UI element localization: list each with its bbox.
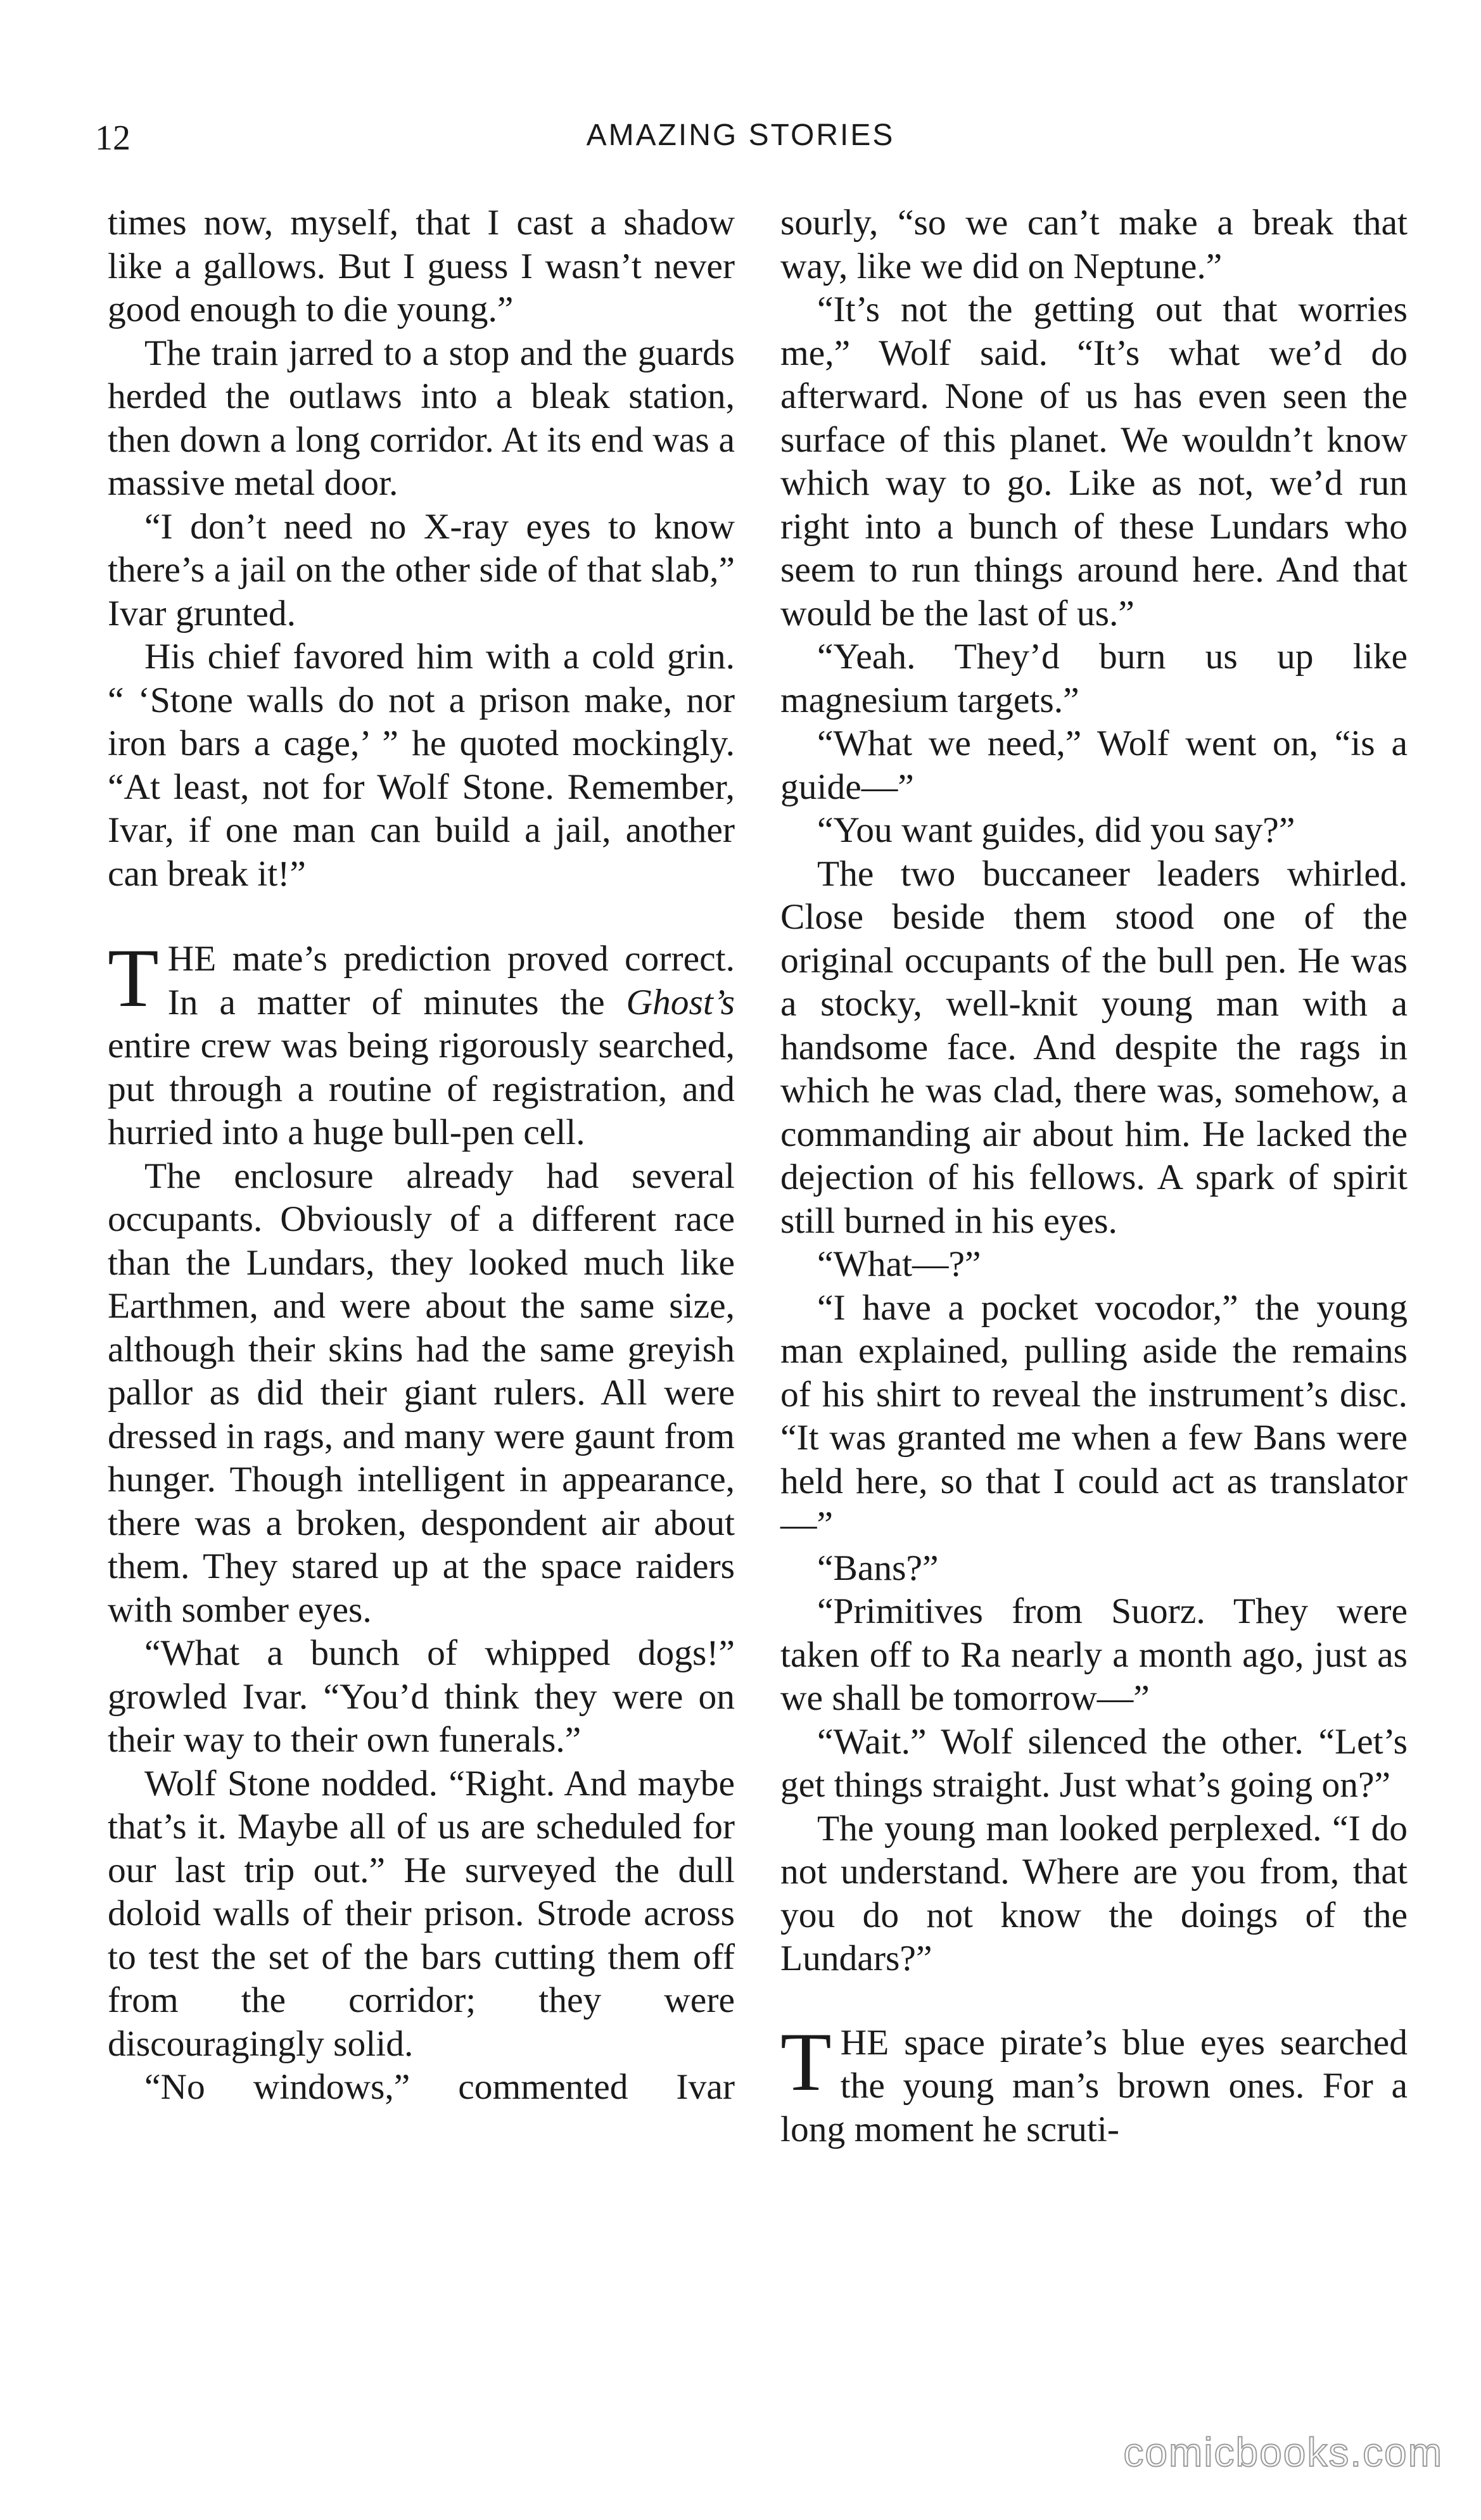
paragraph: “I don’t need no X-ray eyes to know there’s a jail on the other side of that slab,” Ivar grunted.: [108, 506, 735, 633]
paragraph: “What we need,” Wolf went on, “is a guide—”: [780, 723, 1408, 807]
section-start-paragraph: [780, 2014, 1408, 2152]
ship-name: Ghost’s: [626, 982, 735, 1022]
paragraph-text: HE mate’s prediction proved correct. In a matter of minutes the: [167, 939, 735, 1022]
paragraph: “It’s not the getting out that worries me,” Wolf said. “It’s what we’d do afterward. None of us has even seen the surface of this planet. We wouldn’t know which way to go. Like as not, we’d run right into a bunch of these Lundars who seem to run things around here. And that would be the last of us.”: [780, 290, 1408, 633]
paragraph: The two buccaneer leaders whirled. Close beside them stood one of the original occupants of the bull pen. He was a stocky, well-knit young man with a handsome face. And despite the rags in which he was clad, there was, somehow, a commanding air about him. He lacked the dejection of his fellows. A spark of spirit still burned in his eyes.: [780, 853, 1408, 1241]
paragraph-text: entire crew was being rigorously searched, put through a routine of registration, and hurried into a huge bull-pen cell.: [108, 1026, 735, 1152]
running-title: AMAZING STORIES: [586, 118, 895, 152]
page-number: 12: [95, 118, 130, 158]
paragraph: “Yeah. They’d burn us up like magnesium targets.”: [780, 637, 1408, 720]
paragraph: “What—?”: [817, 1244, 981, 1284]
section-start-paragraph: [108, 931, 735, 1155]
paragraph: The young man looked perplexed. “I do not understand. Where are you from, that you do not know the doings of the Lundars?”: [780, 1808, 1408, 1978]
watermark: comicbooks.com: [1123, 2429, 1443, 2475]
drop-cap: T: [108, 931, 159, 1024]
paragraph: “You want guides, did you say?”: [817, 810, 1295, 850]
paragraph: “No windows,” commented Ivar: [144, 2067, 735, 2107]
left-column: [108, 201, 735, 2110]
paragraph: “I have a pocket vocodor,” the young man explained, pulling aside the remains of his shirt to reveal the instrument’s disc. “It was granted me when a few Bans were held here, so that I could act as translator—”: [780, 1287, 1408, 1544]
paragraph: Wolf Stone nodded. “Right. And maybe that’s it. Maybe all of us are scheduled for our last trip out.” He surveyed the dull doloid walls of their prison. Strode across to test the set of the bars cutting them off from the corridor; they were discouragingly solid.: [108, 1763, 735, 2064]
right-column: [780, 201, 1408, 2151]
paragraph: times now, myself, that I cast a shadow like a gallows. But I guess I wasn’t never good enough to die young.”: [108, 203, 735, 329]
paragraph: The train jarred to a stop and the guards herded the outlaws into a bleak station, then down a long corridor. At its end was a massive metal door.: [108, 333, 735, 503]
paragraph: “Bans?”: [817, 1548, 939, 1588]
paragraph: “What a bunch of whipped dogs!” growled Ivar. “You’d think they were on their way to their own funerals.”: [108, 1633, 735, 1760]
paragraph: “Primitives from Suorz. They were taken off to Ra nearly a month ago, just as we shall be tomorrow—”: [780, 1591, 1408, 1718]
drop-cap: T: [780, 2014, 832, 2108]
paragraph-text: HE space pirate’s blue eyes searched the young man’s brown ones. For a long moment he scruti-: [780, 2022, 1408, 2149]
paragraph: sourly, “so we can’t make a break that way, like we did on Neptune.”: [780, 203, 1408, 286]
paragraph: His chief favored him with a cold grin. “ ‘Stone walls do not a prison make, nor iron bars a cage,’ ” he quoted mockingly. “At least, not for Wolf Stone. Remember, Ivar, if one man can build a jail, another can break it!”: [108, 637, 735, 894]
paragraph: The enclosure already had several occupants. Obviously of a different race than the Lundars, they looked much like Earthmen, and were about the same size, although their skins had the same greyish pallor as did their giant rulers. All were dressed in rags, and many were gaunt from hunger. Though intelligent in appearance, there was a broken, despondent air about them. They stared up at the space raiders with somber eyes.: [108, 1155, 735, 1630]
paragraph: “Wait.” Wolf silenced the other. “Let’s get things straight. Just what’s going on?”: [780, 1721, 1408, 1805]
